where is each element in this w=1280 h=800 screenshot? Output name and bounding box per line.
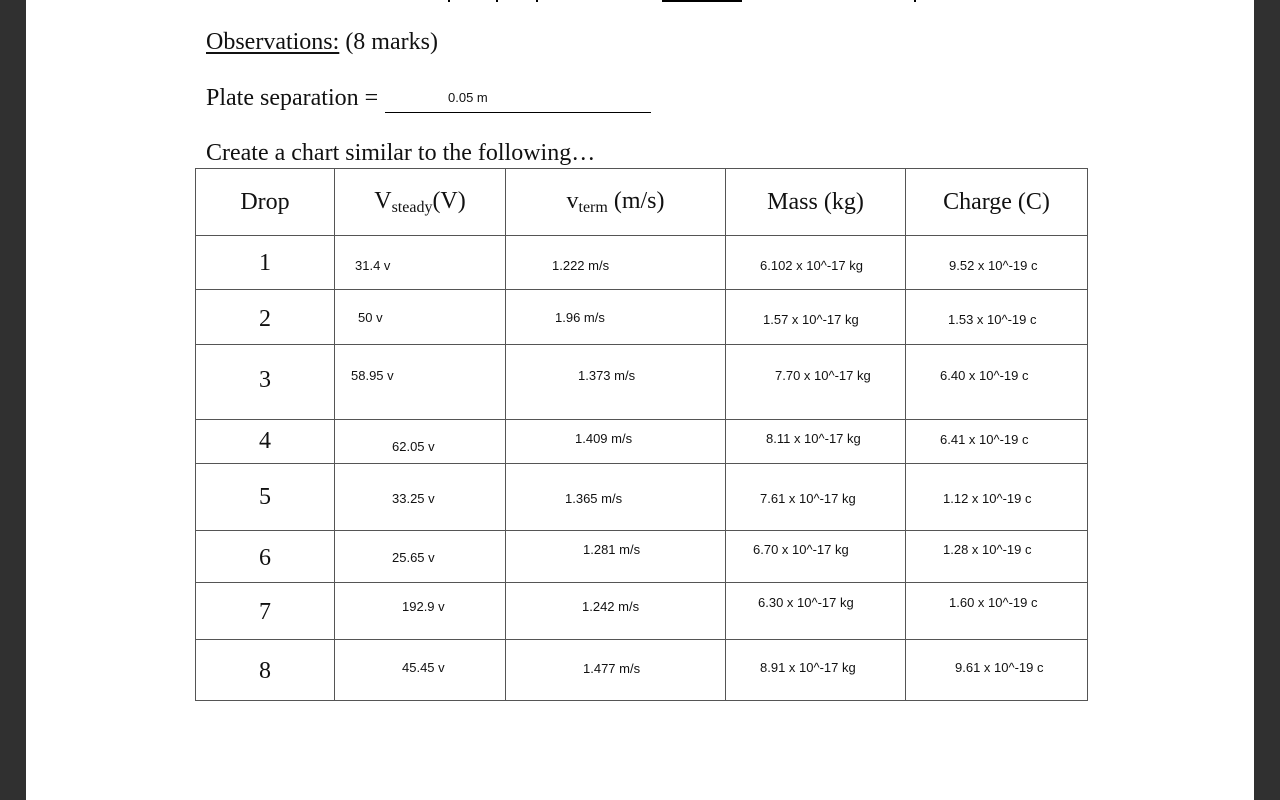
table-row [196, 464, 1088, 531]
plate-separation-label: Plate separation = [206, 85, 379, 111]
vterm-cell: 1.281 m/s [506, 531, 726, 583]
table-row [196, 236, 1088, 290]
table-row [196, 531, 1088, 583]
table-row [196, 640, 1088, 701]
vterm-cell: 1.96 m/s [506, 290, 726, 345]
drop-number: 7 [196, 583, 335, 640]
header-drop: Drop [196, 169, 335, 236]
observations-table [195, 168, 1088, 701]
mass-cell: 8.11 x 10^-17 kg [726, 420, 906, 464]
mass-cell: 6.70 x 10^-17 kg [726, 531, 906, 583]
charge-cell: 1.60 x 10^-19 c [906, 583, 1088, 640]
drop-number: 3 [196, 345, 335, 420]
vterm-cell: 1.365 m/s [506, 464, 726, 531]
vterm-cell: 1.477 m/s [506, 640, 726, 701]
vsteady-cell: 58.95 v [335, 345, 506, 420]
mass-cell: 7.61 x 10^-17 kg [726, 464, 906, 531]
vsteady-cell: 62.05 v [335, 420, 506, 464]
drop-number: 2 [196, 290, 335, 345]
charge-cell: 9.61 x 10^-19 c [906, 640, 1088, 701]
vterm-cell: 1.409 m/s [506, 420, 726, 464]
table-header-row [196, 169, 1088, 236]
charge-cell: 1.12 x 10^-19 c [906, 464, 1088, 531]
drop-number: 1 [196, 236, 335, 290]
header-charge: Charge (C) [906, 169, 1088, 236]
vsteady-cell: 45.45 v [335, 640, 506, 701]
document-page [26, 0, 1254, 800]
table-row [196, 290, 1088, 345]
charge-cell: 6.41 x 10^-19 c [906, 420, 1088, 464]
table-row [196, 345, 1088, 420]
mass-cell: 8.91 x 10^-17 kg [726, 640, 906, 701]
charge-cell: 9.52 x 10^-19 c [906, 236, 1088, 290]
header-vsteady: $V_{steady}(V)$ [335, 169, 506, 236]
charge-cell: 6.40 x 10^-19 c [906, 345, 1088, 420]
drop-number: 4 [196, 420, 335, 464]
table-row [196, 583, 1088, 640]
vterm-cell: 1.242 m/s [506, 583, 726, 640]
vsteady-cell: 31.4 v [335, 236, 506, 290]
drop-number: 6 [196, 531, 335, 583]
observations-label: Observations: [206, 29, 340, 55]
top-answer-line [662, 0, 742, 2]
drop-number: 5 [196, 464, 335, 531]
mass-cell: 6.30 x 10^-17 kg [726, 583, 906, 640]
vsteady-cell: 33.25 v [335, 464, 506, 531]
header-mass: Mass (kg) [726, 169, 906, 236]
drop-number: 8 [196, 640, 335, 701]
plate-separation-answer-line [385, 112, 651, 113]
vsteady-cell: 50 v [335, 290, 506, 345]
table-row [196, 420, 1088, 464]
header-vterm: $v_{term}$ (m/s) [506, 169, 726, 236]
vterm-cell: 1.222 m/s [506, 236, 726, 290]
vterm-cell: 1.373 m/s [506, 345, 726, 420]
mass-cell: 1.57 x 10^-17 kg [726, 290, 906, 345]
charge-cell: 1.53 x 10^-19 c [906, 290, 1088, 345]
vsteady-cell: 192.9 v [335, 583, 506, 640]
observations-heading [206, 29, 438, 56]
observations-marks: (8 marks) [345, 29, 438, 55]
charge-cell: 1.28 x 10^-19 c [906, 531, 1088, 583]
instruction-text: Create a chart similar to the following… [206, 140, 596, 166]
vsteady-cell: 25.65 v [335, 531, 506, 583]
plate-separation-value: 0.05 m [448, 90, 488, 105]
mass-cell: 7.70 x 10^-17 kg [726, 345, 906, 420]
mass-cell: 6.102 x 10^-17 kg [726, 236, 906, 290]
